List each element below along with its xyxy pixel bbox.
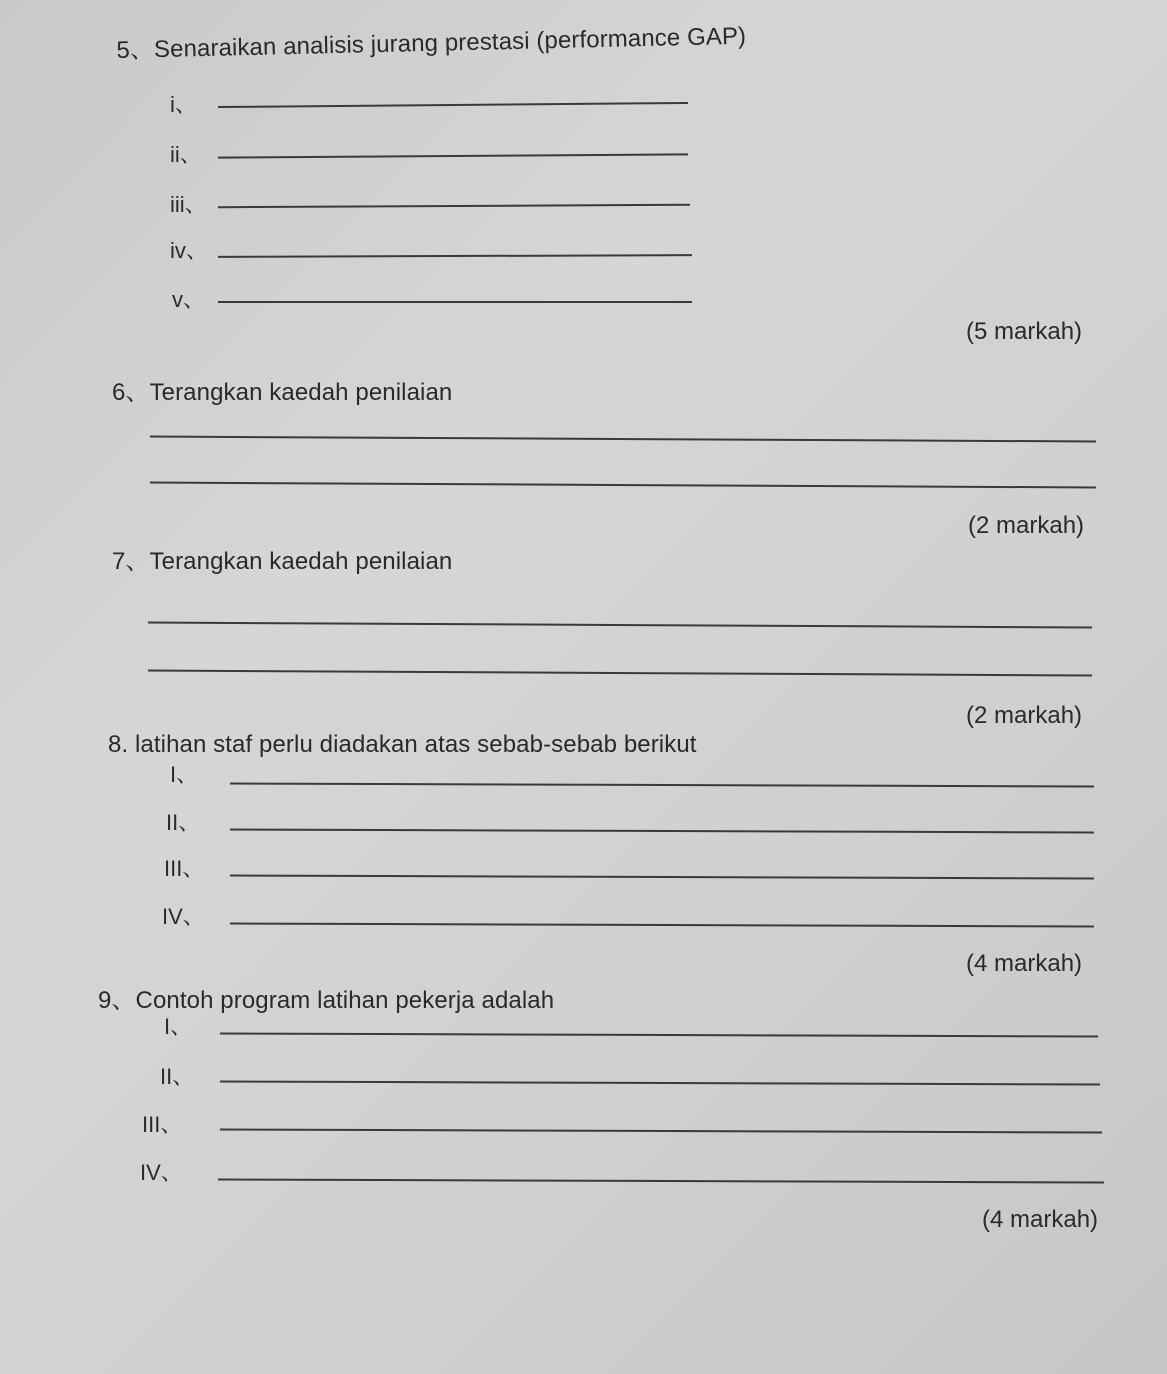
q8-answer-line-2[interactable]	[230, 828, 1094, 833]
q8-item-label-3: III、	[164, 856, 205, 881]
q5-answer-line-2[interactable]	[218, 153, 688, 158]
q8-item-label-1: I、	[170, 762, 199, 787]
q5-marks: (5 markah)	[966, 318, 1083, 345]
q6-answer-line-1[interactable]	[150, 436, 1096, 443]
q9-answer-line-4[interactable]	[218, 1178, 1104, 1183]
q5-item-label-1: i、	[170, 92, 197, 117]
q8-item-label-2: II、	[166, 810, 201, 835]
q5-item-label-4: iv、	[170, 238, 208, 263]
q9-item-label-1: I、	[164, 1014, 193, 1039]
q7-marks: (2 markah)	[966, 702, 1083, 729]
q5-answer-line-5[interactable]	[218, 301, 692, 303]
q5-item-label-5: v、	[172, 287, 206, 312]
q5-item-label-2: ii、	[170, 142, 202, 167]
q9-item-label-2: II、	[160, 1064, 195, 1089]
q5-answer-line-4[interactable]	[218, 254, 692, 258]
q5-item-label-3: iii、	[170, 192, 207, 217]
q8-answer-line-3[interactable]	[230, 874, 1094, 879]
q5-answer-line-3[interactable]	[218, 204, 690, 208]
q8-answer-line-4[interactable]	[230, 922, 1094, 927]
q9-answer-line-1[interactable]	[220, 1032, 1098, 1037]
question-6-title: 6、Terangkan kaedah penilaian	[112, 379, 453, 406]
q7-answer-line-2[interactable]	[148, 670, 1092, 677]
q9-item-label-3: III、	[142, 1112, 183, 1137]
q9-answer-line-3[interactable]	[220, 1128, 1102, 1133]
q6-answer-line-2[interactable]	[150, 482, 1096, 489]
question-5-title: 5、Senaraikan analisis jurang prestasi (performance GAP)	[116, 22, 747, 64]
q8-marks: (4 markah)	[966, 950, 1083, 977]
question-7-title: 7、Terangkan kaedah penilaian	[112, 548, 453, 575]
q9-item-label-4: IV、	[140, 1160, 183, 1185]
q6-marks: (2 markah)	[968, 512, 1085, 539]
q8-answer-line-1[interactable]	[230, 782, 1094, 787]
q9-answer-line-2[interactable]	[220, 1080, 1100, 1085]
question-8-title: 8. latihan staf perlu diadakan atas sebab-sebab berikut	[108, 731, 697, 758]
q7-answer-line-1[interactable]	[148, 622, 1092, 629]
q8-item-label-4: IV、	[162, 904, 205, 929]
q9-marks: (4 markah)	[982, 1206, 1099, 1233]
q5-answer-line-1[interactable]	[218, 102, 688, 108]
question-9-title: 9、Contoh program latihan pekerja adalah	[98, 987, 555, 1014]
